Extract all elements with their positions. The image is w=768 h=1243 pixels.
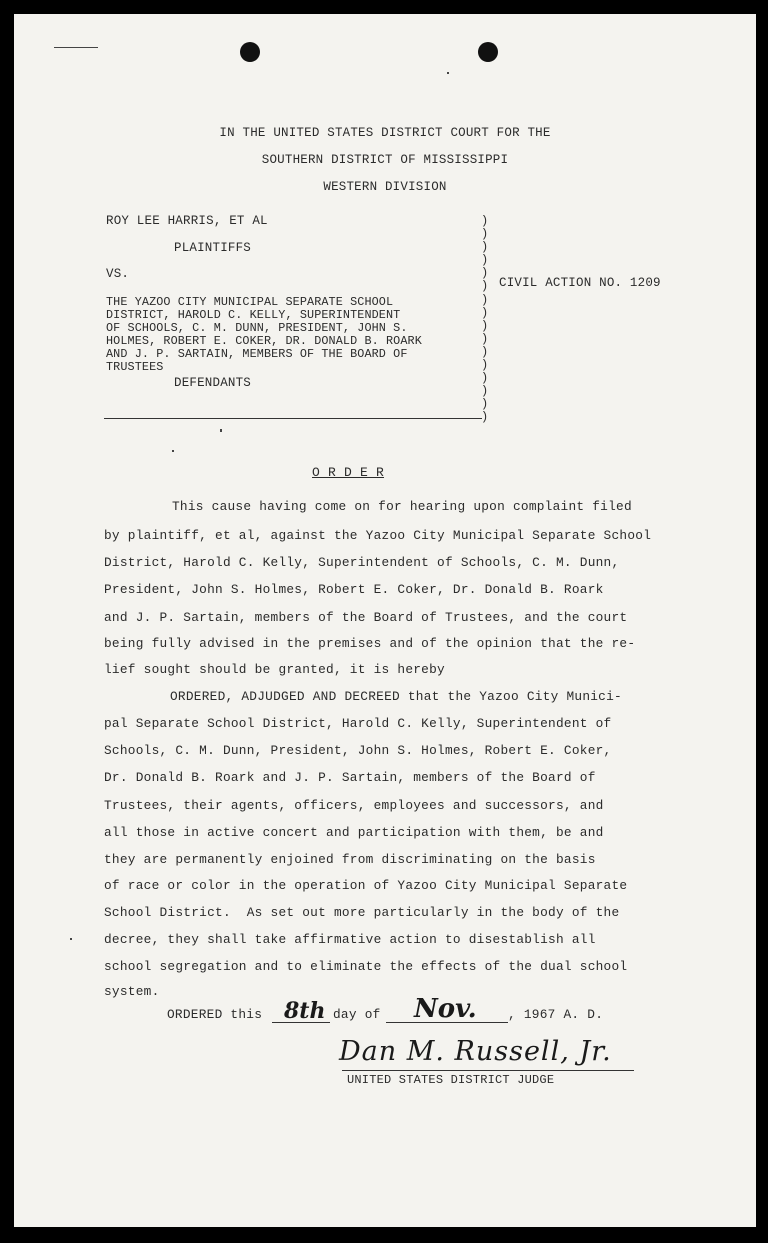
dating-day-of: day of: [333, 1007, 381, 1022]
body-line: all those in active concert and participation with them, be and: [104, 825, 604, 840]
scan-mark: [54, 47, 98, 48]
defendant-role: DEFENDANTS: [174, 376, 252, 390]
caption-underline: [104, 418, 482, 419]
court-heading-line-1: IN THE UNITED STATES DISTRICT COURT FOR THE: [219, 126, 551, 140]
scan-mark: [220, 429, 222, 432]
dating-prefix: ORDERED this: [167, 1007, 263, 1022]
versus-label: VS.: [106, 267, 130, 281]
signature-title: UNITED STATES DISTRICT JUDGE: [347, 1073, 555, 1087]
body-line: system.: [104, 984, 160, 999]
body-line: District, Harold C. Kelly, Superintendent of Schools, C. M. Dunn,: [104, 555, 620, 570]
defendant-line: DISTRICT, HAROLD C. KELLY, SUPERINTENDENT: [106, 308, 401, 322]
defendant-line: TRUSTEES: [106, 360, 164, 374]
document-page: [14, 14, 756, 1227]
body-line: Schools, C. M. Dunn, President, John S. Holmes, Robert E. Coker,: [104, 743, 612, 758]
body-line: ORDERED, ADJUDGED AND DECREED that the Yazoo City Munici-: [170, 689, 622, 704]
defendant-line: OF SCHOOLS, C. M. DUNN, PRESIDENT, JOHN S.: [106, 321, 408, 335]
plaintiff-name: ROY LEE HARRIS, ET AL: [106, 214, 268, 228]
body-line: School District. As set out more particularly in the body of the: [104, 905, 620, 920]
body-line: school segregation and to eliminate the effects of the dual school: [104, 959, 628, 974]
body-line: pal Separate School District, Harold C. Kelly, Superintendent of: [104, 716, 612, 731]
scan-mark: [172, 450, 174, 452]
dating-year: , 1967 A. D.: [508, 1007, 604, 1022]
defendant-line: HOLMES, ROBERT E. COKER, DR. DONALD B. ROARK: [106, 334, 422, 348]
body-line: decree, they shall take affirmative action to disestablish all: [104, 932, 596, 947]
body-line: Trustees, their agents, officers, employees and successors, and: [104, 798, 604, 813]
handwritten-month: Nov.: [414, 994, 477, 1024]
body-line: lief sought should be granted, it is hereby: [104, 662, 445, 677]
scan-mark: [70, 938, 72, 940]
scan-mark: [447, 72, 449, 74]
judge-signature: Dan M. Russell, Jr.: [339, 1036, 612, 1067]
body-line: being fully advised in the premises and of the opinion that the re-: [104, 636, 636, 651]
order-title: O R D E R: [312, 465, 385, 480]
body-line: of race or color in the operation of Yazoo City Municipal Separate: [104, 878, 628, 893]
signature-line: [342, 1070, 634, 1071]
defendant-line: THE YAZOO CITY MUNICIPAL SEPARATE SCHOOL: [106, 295, 394, 309]
plaintiff-role: PLAINTIFFS: [174, 241, 252, 255]
body-line: they are permanently enjoined from discriminating on the basis: [104, 852, 596, 867]
handwritten-day: 8th: [284, 998, 326, 1024]
body-line: by plaintiff, et al, against the Yazoo City Municipal Separate School: [104, 528, 652, 543]
punch-hole: [240, 42, 260, 62]
punch-hole: [478, 42, 498, 62]
body-line: and J. P. Sartain, members of the Board of Trustees, and the court: [104, 610, 628, 625]
court-heading-line-2: SOUTHERN DISTRICT OF MISSISSIPPI: [261, 153, 509, 167]
defendant-line: AND J. P. SARTAIN, MEMBERS OF THE BOARD OF: [106, 347, 408, 361]
court-heading-line-3: WESTERN DIVISION: [323, 180, 447, 194]
body-line: This cause having come on for hearing upon complaint filed: [172, 499, 632, 514]
caption-parentheses: ) ) ) ) ) ) ) ) ) ) ) ) ) ) ) ): [481, 214, 489, 425]
body-line: President, John S. Holmes, Robert E. Coker, Dr. Donald B. Roark: [104, 582, 604, 597]
body-line: Dr. Donald B. Roark and J. P. Sartain, members of the Board of: [104, 770, 596, 785]
civil-action-number: CIVIL ACTION NO. 1209: [499, 276, 661, 290]
